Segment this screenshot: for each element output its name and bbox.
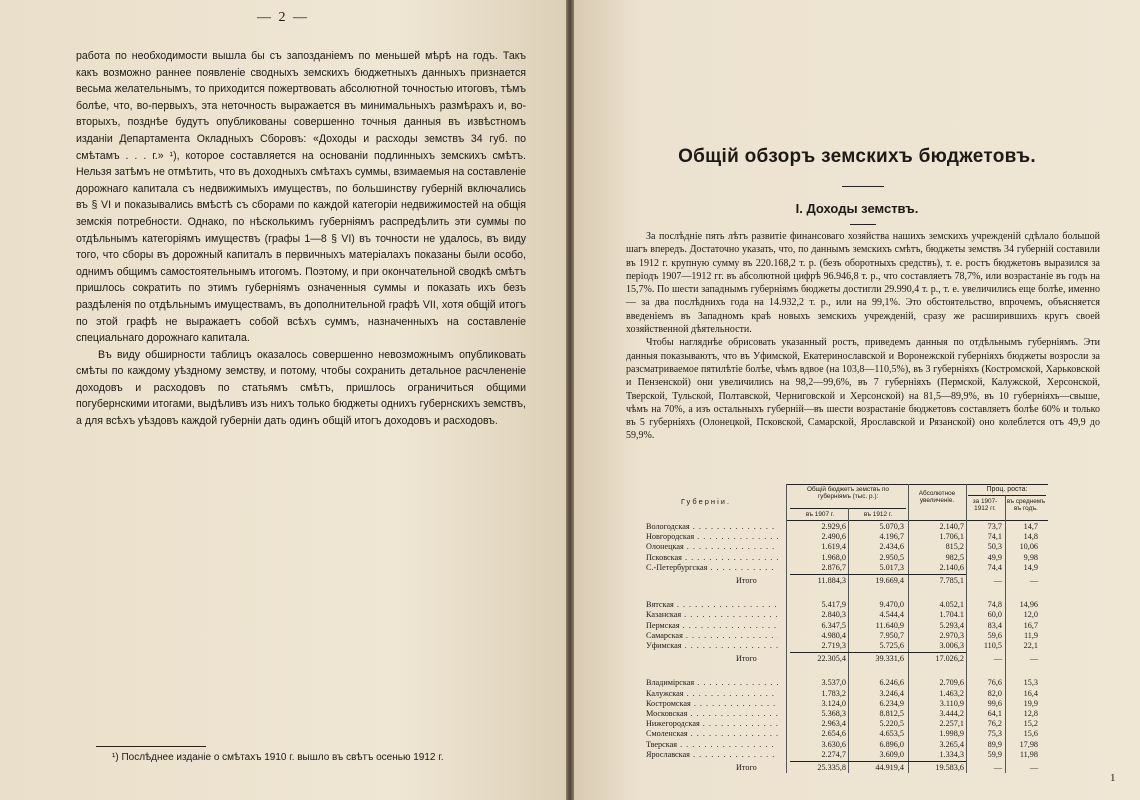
budget-1907: 6.347,5 (821, 620, 846, 630)
table-row (626, 553, 1104, 563)
absolute-increase: 815,2 (945, 542, 964, 552)
total-1912: 19.669,4 (875, 576, 904, 585)
left-page (0, 0, 566, 800)
absolute-increase: 2.140,7 (939, 522, 964, 531)
pct-per-year: 12,0 (1023, 610, 1038, 620)
chapter-title: Общій обзоръ земскихъ бюджетовъ. (678, 146, 1036, 167)
absolute-increase: 2.140,6 (939, 562, 964, 572)
budget-1907: 3.124,0 (821, 698, 846, 708)
footnote: ¹) Послѣднее изданіе о смѣтахъ 1910 г. вышло въ свѣтъ осенью 1912 г. (112, 752, 444, 763)
pct-total: 59,9 (987, 749, 1002, 759)
table-row (626, 641, 1104, 651)
pct-total: 64,1 (987, 709, 1002, 718)
budget-1912: 4.544,4 (879, 610, 904, 620)
book-gutter (566, 0, 574, 800)
total-absolute: 7.785,1 (939, 576, 964, 585)
header-top-rule (786, 484, 1048, 485)
budget-1907: 1.619,4 (821, 542, 846, 552)
total-1907: 25.335,8 (817, 763, 846, 772)
total-rule (790, 761, 966, 762)
pct-total: 59,6 (987, 630, 1002, 640)
pct-total: 76,6 (987, 678, 1002, 688)
table-row (626, 678, 1104, 688)
table-total-row (626, 576, 1104, 586)
pct-per-year: 15,6 (1023, 729, 1038, 739)
absolute-increase: 5.293,4 (939, 620, 964, 630)
total-pct: — (993, 763, 1002, 772)
budget-1912: 4.196,7 (879, 532, 904, 542)
left-page-number: — 2 — (257, 10, 309, 25)
budget-1912: 2.434,6 (879, 542, 904, 552)
budget-1912: 8.812,5 (879, 709, 904, 718)
table-row (626, 709, 1104, 719)
budget-1912: 3.609,0 (879, 749, 904, 759)
pct-per-year: 19,9 (1023, 698, 1038, 708)
absolute-increase: 982,5 (945, 552, 964, 562)
province-name: Костромская . . . (646, 699, 778, 709)
pct-per-year: 16,4 (1023, 688, 1038, 698)
pct-total: 50,3 (987, 542, 1002, 552)
pct-total: 60,0 (987, 610, 1002, 620)
section-divider (850, 224, 876, 225)
pct-total: 99,6 (987, 698, 1002, 708)
header-pct-year: въ среднемъ въ годъ. (1006, 498, 1046, 512)
absolute-increase: 1.706,1 (939, 532, 964, 542)
province-name: Калужская . . . (646, 689, 778, 699)
pct-total: 74,8 (987, 600, 1002, 610)
province-name: Московская . . . (646, 709, 778, 719)
footnote-divider (96, 746, 206, 747)
pct-per-year: 15,2 (1023, 719, 1038, 729)
pct-total: 110,5 (983, 641, 1002, 650)
budget-1912: 4.653,5 (879, 729, 904, 739)
absolute-increase: 2.970,3 (939, 630, 964, 640)
total-year: — (1029, 763, 1038, 772)
budget-1907: 3.630,6 (821, 739, 846, 749)
province-name: Ярославская . . . (646, 750, 778, 760)
table-row (626, 532, 1104, 542)
header-province: Губерніи. (680, 497, 732, 506)
header-abs-increase: Абсолютное увеличеніе. (918, 490, 956, 504)
pct-total: 83,4 (987, 620, 1002, 630)
table-total-row (626, 763, 1104, 773)
table-row (626, 750, 1104, 760)
title-divider (842, 186, 884, 187)
province-name: Псковская . . . (646, 553, 778, 563)
budget-1907: 2.274,7 (821, 749, 846, 759)
pct-per-year: 12,8 (1023, 709, 1038, 718)
header-pct-group: Проц. роста: (986, 486, 1028, 493)
budget-1912: 6.246,6 (879, 678, 904, 688)
header-1912: въ 1912 г. (863, 511, 893, 518)
right-paragraph: Чтобы нагляднѣе обрисовать указанный ростъ, приведемъ данныя по отдѣльнымъ губерніямъ. Эти данныя показываютъ, что въ Уфимской, Екатеринославской и Воронежской губерніяхъ бюджеты возросли за разсматриваемое пятилѣтіе болѣе, чѣмъ вдвое (на 103,8—110,5%), въ 3 губерніяхъ (Костромской, Харьковской и Пензенской) они увеличились на 98,2—99,6%, въ 7 губерніяхъ (Пермской, Калужской, Херсонской, Тверской, Тульской, Полтавской, Черниговской и Херсонской) на 81,5—89,9%, въ 10 губерніяхъ—свыше, чѣмъ на 70%, а изъ остальныхъ губерній—въ шести возрастаніе бюджетовъ составляетъ болѣе 60% и только въ 5 губерніяхъ (Олонецкой, Псковской, Самарской, Ярославской и Рязанской) оно колеблется отъ 49,9 до 59,9%. (626, 337, 1100, 442)
province-name: Тверская . . . (646, 740, 778, 750)
budget-1907: 2.719,3 (821, 641, 846, 650)
pct-per-year: 10,06 (1019, 542, 1038, 552)
budget-1912: 5.725,6 (879, 641, 904, 650)
budget-1912: 5.220,5 (879, 719, 904, 729)
pct-per-year: 16,7 (1023, 620, 1038, 630)
budget-1912: 5.070,3 (879, 522, 904, 531)
province-name: Смоленская . . . (646, 729, 778, 739)
total-pct: — (993, 576, 1002, 585)
budget-1907: 2.840,3 (821, 610, 846, 620)
pct-per-year: 14,96 (1019, 600, 1038, 610)
total-label: Итого (736, 576, 757, 585)
header-sub-rule (968, 495, 1046, 496)
budget-1912: 6.896,0 (879, 739, 904, 749)
budget-1907: 2.876,7 (821, 562, 846, 572)
budget-1907: 1.783,2 (821, 688, 846, 698)
table-row (626, 719, 1104, 729)
pct-per-year: 15,3 (1023, 678, 1038, 688)
table-row (626, 610, 1104, 620)
budget-1912: 6.234,9 (879, 698, 904, 708)
province-name: Пермская . . . (646, 621, 778, 631)
total-rule (790, 652, 966, 653)
absolute-increase: 4.052,1 (939, 600, 964, 610)
budget-1912: 9.470,0 (879, 600, 904, 610)
left-paragraph: Въ виду обширности таблицъ оказалось совершенно невозможнымъ опубликовать смѣты по каждому уѣздному земству, и потому, чтобы сохранить детальное расчлененіе доходовъ и расходовъ по статьямъ смѣтъ, пришлось ограничиться общими погубернскими итогами, выдѣливъ изъ нихъ только бюджеты однихъ губернскихъ земствъ, а для всѣхъ уѣздовъ каждой губерніи дать одинъ общій итогъ доходовъ и расходовъ. (76, 348, 526, 428)
budget-1907: 5.417,9 (821, 600, 846, 610)
absolute-increase: 1.334,3 (939, 749, 964, 759)
table-row (626, 542, 1104, 552)
pct-total: 49,9 (987, 552, 1002, 562)
absolute-increase: 1.998,9 (939, 729, 964, 739)
table-row (626, 631, 1104, 641)
header-pct-total: за 1907-1912 гг. (972, 498, 998, 512)
total-pct: — (993, 654, 1002, 664)
header-1907: въ 1907 г. (805, 511, 835, 518)
header-bottom-rule (786, 520, 1048, 521)
table-row (626, 600, 1104, 610)
province-name: Новгородская . . . (646, 532, 778, 542)
left-paragraph: работа по необходимости вышла бы съ запозданіемъ по меньшей мѣрѣ на годъ. Такъ какъ возможно раннее появленіе сводныхъ земскихъ бюджетныхъ данныхъ признается весьма желательнымъ, то приходится пожертвовать абсолютной точностью итоговъ, тѣмъ болѣе, что, во-первыхъ, эта неточность выражается въ минимальныхъ размѣрахъ и, во-вторыхъ, позднѣе будутъ опубликованы совершенно точныя данныя въ извѣстномъ изданіи Департамента Окладныхъ Сборовъ: «Доходы и расходы земствъ 34 губ. по смѣтамъ . . . г.» ¹), которое составляется на основаніи подлинныхъ земскихъ смѣтъ. Нельзя затѣмъ не отмѣтить, что въ доходныхъ смѣтахъ суммы, взимаемыя на составленіе дорожнаго капитала съ недвижимыхъ имуществъ, по большинству губерній включались въ § VI и показывались вмѣстѣ съ сборами по каждой категоріи недвижимостей на общія земскія потребности. Однако, по нѣсколькимъ губерніямъ распредѣлить эти суммы по отдѣльнымъ категоріямъ имуществъ (графы 1—8 § VI) въ точности не удалось, въ виду того, что сборы въ дорожный капиталъ в первичныхъ матеріалахъ показаны были особо, однимъ общимъ самостоятельнымъ итогомъ. Поэтому, и при окончательной сводкѣ смѣтъ пришлось сократить по этимъ губерніямъ означенныя суммы и показать ихъ безъ раздѣленія по отдѣльнымъ имуществамъ, въ дополнительной графѣ VII, хотя общій итогъ по этой графѣ не выражаетъ собой всѣхъ суммъ, назначенныхъ на составленіе специальнаго дорожнаго капитала. (76, 50, 526, 345)
total-1912: 39.331,6 (875, 654, 904, 664)
total-1907: 22.305,4 (817, 654, 846, 664)
absolute-increase: 3.444,2 (939, 709, 964, 718)
absolute-increase: 2.709,6 (939, 678, 964, 688)
pct-total: 74,1 (987, 532, 1002, 542)
province-name: Владимірская . . . (646, 678, 778, 688)
total-1907: 11.884,3 (817, 576, 846, 585)
right-page (574, 0, 1140, 800)
total-rule (790, 574, 966, 575)
pct-total: 82,0 (987, 688, 1002, 698)
pct-per-year: 14,8 (1023, 532, 1038, 542)
total-label: Итого (736, 763, 757, 772)
pct-per-year: 17,98 (1019, 739, 1038, 749)
budget-1912: 7.950,7 (879, 630, 904, 640)
total-absolute: 19.583,6 (935, 763, 964, 772)
pct-total: 76,2 (987, 719, 1002, 729)
table-total-row (626, 654, 1104, 664)
province-name: Самарская . . . (646, 631, 778, 641)
right-body-text (626, 230, 1100, 443)
budget-1907: 2.929,6 (821, 522, 846, 531)
right-paragraph: За послѣдніе пять лѣтъ развитіе финансоваго хозяйства нашихъ земскихъ учрежденій сдѣлало большой шагъ впередъ. Достаточно указать, что, по даннымъ земскихъ смѣтъ, бюджеты земствъ 34 губерній составили въ 1912 г. крупную сумму въ 220.168,2 т. р. (безъ оборотныхъ средствъ), т. е. ростъ бюджетовъ выразился за періодъ 1907—1912 гг. въ абсолютной цифрѣ 96.946,8 т. р., что составляетъ 78,7%, или возрастаніе въ годъ на 15,7%. По шести западнымъ губерніямъ бюджеты достигли 29.990,4 т. р., т. е. увеличились еще болѣе, именно — за два послѣднихъ года на 14.932,2 т. р., или на 99,1%. Это обстоятельство, впрочемъ, объясняется введеніемъ въ Западномъ краѣ новыхъ земскихъ учрежденій, сразу же расширившихъ кругъ своей хозяйственной дѣятельности. (626, 231, 1100, 336)
budget-1907: 4.980,4 (821, 630, 846, 640)
total-1912: 44.919,4 (875, 763, 904, 772)
province-name: Вологодская . . . (646, 522, 778, 532)
total-year: — (1029, 654, 1038, 664)
total-absolute: 17.026,2 (935, 654, 964, 664)
absolute-increase: 3.006,3 (939, 641, 964, 650)
budget-1912: 5.017,3 (879, 562, 904, 572)
pct-per-year: 14,9 (1023, 562, 1038, 572)
pct-total: 73,7 (987, 522, 1002, 531)
budget-1907: 3.537,0 (821, 678, 846, 688)
table-row (626, 729, 1104, 739)
budget-1912: 11.640,9 (875, 620, 904, 630)
pct-per-year: 14,7 (1023, 522, 1038, 531)
budget-1907: 2.654,6 (821, 729, 846, 739)
absolute-increase: 3.110,9 (939, 698, 964, 708)
budget-1907: 5.368,3 (821, 709, 846, 718)
pct-total: 75,3 (987, 729, 1002, 739)
total-label: Итого (736, 654, 757, 664)
table-row (626, 689, 1104, 699)
pct-per-year: 11,9 (1023, 630, 1038, 640)
province-name: Олонецкая . . . (646, 542, 778, 552)
pct-per-year: 9,98 (1023, 552, 1038, 562)
absolute-increase: 2.257,1 (939, 719, 964, 729)
table-header (626, 484, 1104, 520)
budget-1907: 2.963,4 (821, 719, 846, 729)
total-year: — (1029, 576, 1038, 585)
pct-per-year: 22,1 (1023, 641, 1038, 650)
table-row (626, 699, 1104, 709)
province-name: Вятская . . . (646, 600, 778, 610)
pct-total: 74,4 (987, 562, 1002, 572)
pct-total: 89,9 (987, 739, 1002, 749)
table-row (626, 563, 1104, 573)
left-body-text (76, 48, 526, 430)
province-name: Уфимская . . . (646, 641, 778, 651)
table-row (626, 621, 1104, 631)
pct-per-year: 11,98 (1019, 749, 1038, 759)
province-name: С.-Петербургская . . . (646, 563, 778, 573)
budget-1912: 2.950,5 (879, 552, 904, 562)
absolute-increase: 3.265,4 (939, 739, 964, 749)
budget-1907: 2.490,6 (821, 532, 846, 542)
budget-1912: 3.246,4 (879, 688, 904, 698)
table-row (626, 740, 1104, 750)
table-row (626, 522, 1104, 532)
absolute-increase: 1.704.1 (939, 610, 964, 620)
budget-1907: 1.968,0 (821, 552, 846, 562)
right-page-number: 1 (1110, 772, 1116, 784)
absolute-increase: 1.463,2 (939, 688, 964, 698)
section-title: I. Доходы земствъ. (795, 201, 919, 216)
header-budget-group: Общій бюджетъ земствъ по губерніямъ (тыс. р.): (807, 486, 889, 500)
province-name: Казанская . . . (646, 610, 778, 620)
province-name: Нижегородская . . . (646, 719, 778, 729)
